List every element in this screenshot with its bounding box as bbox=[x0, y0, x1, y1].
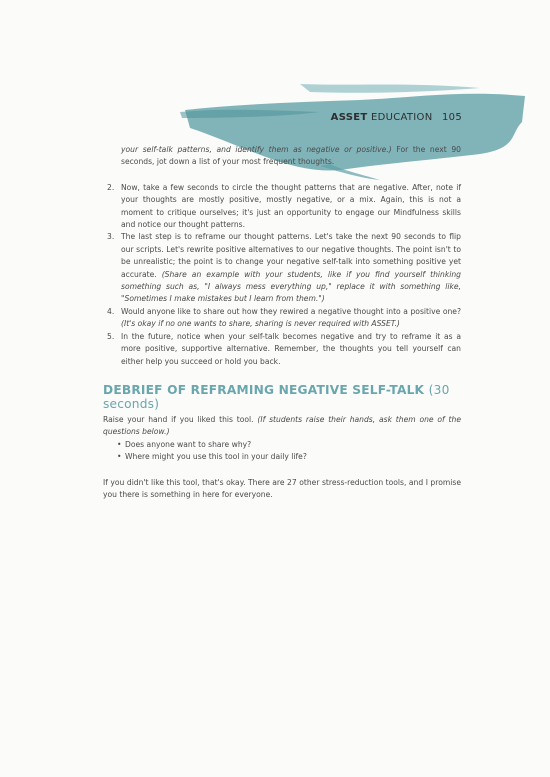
brush-stroke-dry-edge bbox=[300, 84, 480, 93]
running-header bbox=[331, 112, 462, 123]
page-content bbox=[103, 144, 461, 501]
step-2-text: Now, take a few seconds to circle the thought patterns that are negative. After, note if your thoughts are mostly positive, mostly negative, or a mix. Again, this is not a moment to critique ourselves; it's just an opportunity to engage our Mindfulness skills and notice our thought patterns. bbox=[121, 182, 461, 230]
debrief-lead bbox=[103, 414, 461, 439]
step-1-italic: your self-talk patterns, and identify them as negative or positive.) bbox=[121, 145, 392, 154]
debrief-questions bbox=[103, 439, 461, 464]
debrief-duration: (30 seconds) bbox=[103, 382, 450, 411]
debrief-lead-text: Raise your hand if you liked this tool. bbox=[103, 414, 258, 424]
step-number: 2. bbox=[107, 182, 115, 192]
debrief-heading bbox=[103, 383, 461, 411]
step-1-text: For the next 90 seconds, jot down a list of your most frequent thoughts. bbox=[121, 145, 462, 167]
header-section: EDUCATION bbox=[371, 112, 433, 123]
step-number: 5. bbox=[107, 331, 115, 341]
list-item: • Does anyone want to share why? bbox=[119, 439, 461, 451]
header-brand: ASSET bbox=[330, 112, 368, 123]
list-item: • Where might you use this tool in your daily life? bbox=[119, 451, 461, 463]
step-3 bbox=[103, 231, 461, 305]
step-5-text: In the future, notice when your self-talk becomes negative and try to reframe it as a more positive, supportive alternative. Remember, the thoughts you tell yourself can either help you succeed or hold you back. bbox=[121, 331, 461, 366]
step-5 bbox=[103, 331, 461, 368]
closing-paragraph: If you didn't like this tool, that's okay. There are 27 other stress-reduction tools, and I promise you there is something in here for everyone. bbox=[103, 477, 461, 499]
step-2 bbox=[103, 182, 461, 232]
step-1-continued bbox=[103, 144, 461, 169]
step-4-text: Would anyone like to share out how they rewired a negative thought into a positive one? bbox=[121, 306, 461, 316]
step-number: 4. bbox=[107, 306, 115, 316]
step-4-italic: (It's okay if no one wants to share, sharing is never required with ASSET.) bbox=[121, 319, 400, 329]
step-3-text: The last step is to reframe our thought patterns. Let's take the next 90 seconds to flip our scripts. Let's rewrite positive alternatives to our negative thoughts. The point isn't to be unrealistic; the point is to change your negative self-talk into something positive yet accurate. bbox=[121, 232, 461, 279]
debrief-lead-italic: (If students raise their hands, ask them one of the questions below.) bbox=[103, 414, 461, 437]
step-3-italic: (Share an example with your students, like if you find yourself thinking something such as, "I always mess everything up," replace it with something like, "Sometimes I make mistakes but I learn from them.") bbox=[121, 269, 461, 304]
page-number: 105 bbox=[442, 112, 462, 123]
debrief-title: DEBRIEF OF REFRAMING NEGATIVE SELF-TALK bbox=[103, 382, 425, 397]
step-number: 3. bbox=[107, 232, 115, 242]
step-4 bbox=[103, 306, 461, 331]
